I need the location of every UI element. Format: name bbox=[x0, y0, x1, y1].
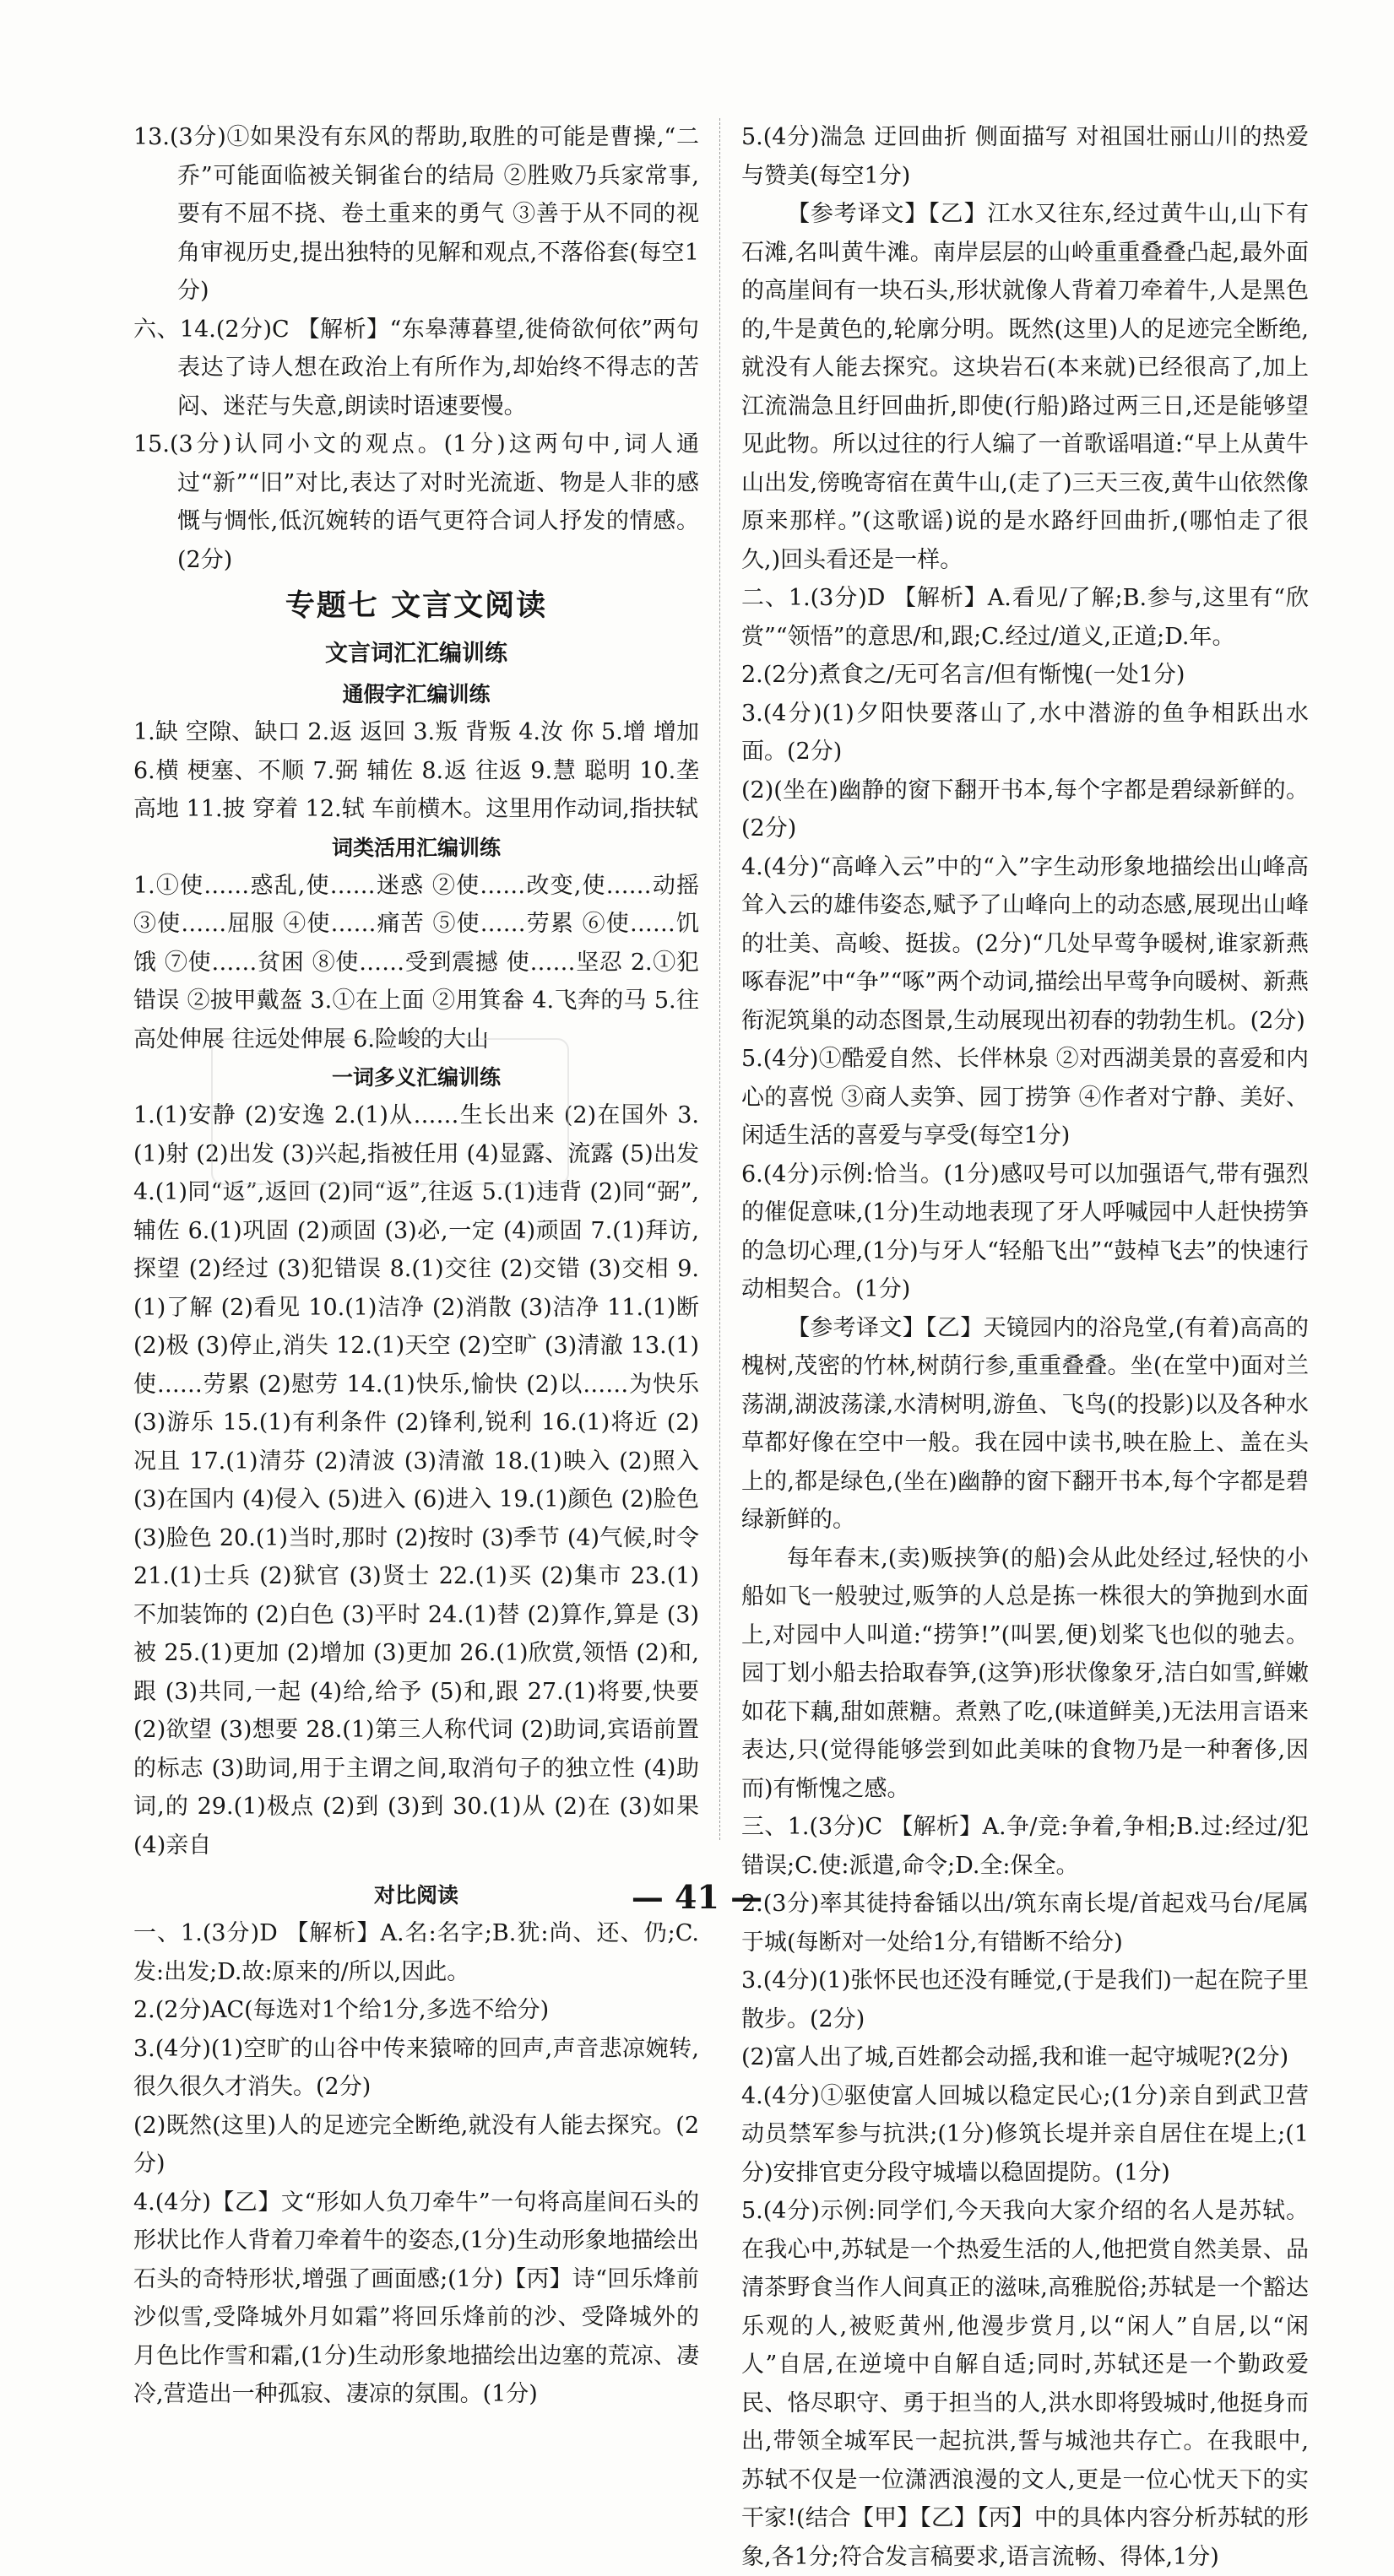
answer-3-4: 4.(4分)①驱使富人回城以稳定民心;(1分)亲自到武卫营动员禁军参与抗洪;(1分)修筑长堤并亲自居住在堤上;(1分)安排官吏分段守城墙以稳固提防。(1分) bbox=[741, 2082, 1309, 2186]
duibi-1-3b: (2)既然(这里)人的足迹完全断绝,就没有人能去探究。(2分) bbox=[133, 2112, 699, 2177]
right-column bbox=[741, 118, 1309, 2576]
answer-2-6: 6.(4分)示例:恰当。(1分)感叹号可以加强语气,带有强烈的催促意味,(1分)生动地表现了牙人呼喊园中人赶快捞笋的急切心理,(1分)与牙人“轻船飞出”“鼓棹飞去”的快速行动相契合。(1分) bbox=[741, 1161, 1309, 1302]
yici-title: 一词多义汇编训练 bbox=[331, 1065, 501, 1090]
tongjia-answers: 1.缺 空隙、缺口 2.返 返回 3.叛 背叛 4.汝 你 5.增 增加 6.横 梗塞、不顺 7.弼 辅佐 8.返 往返 9.慧 聪明 10.垄 高地 11.披 穿着 12.轼 车前横木。这里用作动词,指扶轼 bbox=[133, 719, 699, 822]
topic-title: 专题七 文言文阅读 bbox=[285, 589, 548, 623]
answer-2-5: 5.(4分)①酷爱自然、长伴林泉 ②对西湖美景的喜爱和内心的喜悦 ③商人卖笋、园丁捞笋 ④作者对宁静、美好、闲适生活的喜爱与享受(每空1分) bbox=[741, 1046, 1309, 1149]
translation-2b: 每年春末,(卖)贩挟笋(的船)会从此处经过,轻快的小船如飞一般驶过,贩笋的人总是拣一株很大的笋抛到水面上,对园中人叫道:“捞笋!”(叫罢,便)划桨飞也似的驰去。园丁划小船去拾取春笋,(这笋)形状像象牙,洁白如雪,鲜嫩如花下藕,甜如蔗糖。煮熟了吃,(味道鲜美,)无法用言语来表达,只(觉得能够尝到如此美味的食物乃是一种奢侈,因而)有惭愧之感。 bbox=[741, 1545, 1309, 1802]
answer-2-3a: 3.(4分)(1)夕阳快要落山了,水中潜游的鱼争相跃出水面。(2分) bbox=[741, 700, 1309, 765]
answer-3-1: 三、1.(3分)C 【解析】A.争/竞:争着,争相;B.过:经过/犯错误;C.使:派遣,命令;D.全:保全。 bbox=[741, 1814, 1309, 1879]
duibi-1-5: 5.(4分)湍急 迂回曲折 侧面描写 对祖国壮丽山川的热爱与赞美(每空1分) bbox=[741, 124, 1309, 189]
translation-1: 【参考译文】【乙】江水又往东,经过黄牛山,山下有石滩,名叫黄牛滩。南岸层层的山岭重重叠叠凸起,最外面的高崖间有一块石头,形状就像人背着刀牵着牛,人是黑色的,牛是黄色的,轮廓分明。既然(这里)人的足迹完全断绝,就没有人能去探究。这块岩石(本来就)已经很高了,加上江流湍急且纡回曲折,即使(行船)路过两三日,还是能够望见此物。所以过往的行人编了一首歌谣唱道:“早上从黄牛山出发,傍晚寄宿在黄牛山,(走了)三天三夜,黄牛山依然像原来那样。”(这歌谣)说的是水路纡回曲折,(哪怕走了很久,)回头看还是一样。 bbox=[741, 201, 1309, 573]
answer-2-4: 4.(4分)“高峰入云”中的“入”字生动形象地描绘出山峰高耸入云的雄伟姿态,赋予了山峰向上的动态感,展现出山峰的壮美、高峻、挺拔。(2分)“几处早莺争暖树,谁家新燕啄春泥”中“争”“啄”两个动词,描绘出早莺争向暖树、新燕衔泥筑巢的动态图景,生动展现出初春的勃勃生机。(2分) bbox=[741, 853, 1309, 1034]
vocab-section-title: 文言词汇汇编训练 bbox=[325, 641, 507, 667]
left-column bbox=[133, 118, 699, 2414]
duibi-1-1: 一、1.(3分)D 【解析】A.名:名字;B.犹:尚、还、仍;C.发:出发;D.故:原来的/所以,因此。 bbox=[133, 1920, 699, 1985]
translation-2a: 【参考译文】【乙】天镜园内的浴凫堂,(有着)高高的槐树,茂密的竹林,树荫行参,重重叠叠。坐(在堂中)面对兰荡湖,湖波荡漾,水清树明,游鱼、飞鸟(的投影)以及各种水草都好像在空中一般。我在园中读书,映在脸上、盖在头上的,都是绿色,(坐在)幽静的窗下翻开书本,每个字都是碧绿新鲜的。 bbox=[741, 1314, 1309, 1533]
answer-6-14: 六、14.(2分)C 【解析】“东皋薄暮望,徙倚欲何依”两句表达了诗人想在政治上有所作为,却始终不得志的苦闷、迷茫与失意,朗读时语速要慢。 bbox=[133, 316, 699, 419]
answer-3-3a: 3.(4分)(1)张怀民也还没有睡觉,(于是我们)一起在院子里散步。(2分) bbox=[741, 1967, 1309, 2032]
duibi-1-2: 2.(2分)AC(每选对1个给1分,多选不给分) bbox=[133, 1997, 550, 2023]
duibi-1-4: 4.(4分)【乙】文“形如人负刀牵牛”一句将高崖间石头的形状比作人背着刀牵着牛的姿态,(1分)生动形象地描绘出石头的奇特形状,增强了画面感;(1分)【丙】诗“回乐烽前沙似雪,受降城外月如霜”将回乐烽前的沙、受降城外的月色比作雪和霜,(1分)生动形象地描绘出边塞的荒凉、凄冷,营造出一种孤寂、凄凉的氛围。(1分) bbox=[133, 2189, 699, 2407]
answer-13: 13.(3分)①如果没有东风的帮助,取胜的可能是曹操,“二乔”可能面临被关铜雀台的结局 ②胜败乃兵家常事,要有不屈不挠、卷土重来的勇气 ③善于从不同的视角审视历史,提出独特的见解和观点,不落俗套(每空1分) bbox=[133, 124, 699, 304]
answer-2-3b: (2)(坐在)幽静的窗下翻开书本,每个字都是碧绿新鲜的。(2分) bbox=[741, 777, 1309, 842]
column-divider bbox=[719, 118, 720, 1840]
answer-3-5: 5.(4分)示例:同学们,今天我向大家介绍的名人是苏轼。在我心中,苏轼是一个热爱生活的人,他把赏自然美景、品清茶野食当作人间真正的滋味,高雅脱俗;苏轼是一个豁达乐观的人,被贬黄州,他漫步赏月,以“闲人”自居,以“闲人”自居,在逆境中自解自适;同时,苏轼还是一个勤政爱民、恪尽职守、勇于担当的人,洪水即将毁城时,他挺身而出,带领全城军民一起抗洪,誓与城池共存亡。在我眼中,苏轼不仅是一位潇洒浪漫的文人,更是一位心忧天下的实干家!(结合【甲】【乙】【丙】中的具体内容分析苏轼的形象,各1分;符合发言稿要求,语言流畅、得体,1分) bbox=[741, 2198, 1309, 2570]
duibi-title: 对比阅读 bbox=[373, 1883, 458, 1908]
cilei-answers: 1.①使……惑乱,使……迷惑 ②使……改变,使……动摇 ③使……屈服 ④使……痛苦 ⑤使……劳累 ⑥使……饥饿 ⑦使……贫困 ⑧使……受到震撼 使……坚忍 2.①犯错误 ②披甲戴盔 3.①在上面 ②用箕畚 4.飞奔的马 5.往高处伸展 往远处伸展 6.险峻的大山 bbox=[133, 872, 699, 1053]
answer-3-3b: (2)富人出了城,百姓都会动摇,我和谁一起守城呢?(2分) bbox=[741, 2044, 1289, 2070]
answer-2-1: 二、1.(3分)D 【解析】A.看见/了解;B.参与,这里有“欣赏”“领悟”的意思/和,跟;C.经过/道义,正道;D.年。 bbox=[741, 585, 1309, 650]
answer-2-2: 2.(2分)煮食之/无可名言/但有惭愧(一处1分) bbox=[741, 662, 1185, 688]
page-number: — 41 — bbox=[631, 1878, 763, 1916]
duibi-1-3a: 3.(4分)(1)空旷的山谷中传来猿啼的回声,声音悲凉婉转,很久很久才消失。(2分) bbox=[133, 2035, 699, 2100]
answer-3-2: 2.(3分)率其徒持畚锸以出/筑东南长堤/首起戏马台/尾属于城(每断对一处给1分,有错断不给分) bbox=[741, 1891, 1309, 1956]
answer-15: 15.(3分)认同小文的观点。(1分)这两句中,词人通过“新”“旧”对比,表达了对时光流逝、物是人非的感慨与惆怅,低沉婉转的语气更符合词人抒发的情感。(2分) bbox=[133, 431, 699, 573]
cilei-title: 词类活用汇编训练 bbox=[331, 835, 501, 860]
tongjia-title: 通假字汇编训练 bbox=[342, 682, 491, 706]
yici-answers: 1.(1)安静 (2)安逸 2.(1)从……生长出来 (2)在国外 3.(1)射 (2)出发 (3)兴起,指被任用 (4)显露、流露 (5)出发 4.(1)同“返”,返回 (2)同“返”,往返 5.(1)违背 (2)同“弼”,辅佐 6.(1)巩固 (2)顽固 (3)必,一定 (4)顽固 7.(1)拜访,探望 (2)经过 (3)犯错误 8.(1)交往 (2)交错 (3)交相 9.(1)了解 (2)看见 10.(1)洁净 (2)消散 (3)洁净 11.(1)断 (2)极 (3)停止,消失 12.(1)天空 (2)空旷 (3)清澈 13.(1)使……劳累 (2)慰劳 14.(1)快乐,愉快 (2)以……为快乐 (3)游乐 15.(1)有利条件 (2)锋利,锐利 16.(1)将近 (2)况且 17.(1)清芬 (2)清波 (3)清澈 18.(1)映入 (2)照入 (3)在国内 (4)侵入 (5)进入 (6)进入 19.(1)颜色 (2)脸色 (3)脸色 20.(1)当时,那时 (2)按时 (3)季节 (4)气候,时令 21.(1)士兵 (2)狱官 (3)贤士 22.(1)买 (2)集市 23.(1)不加装饰的 (2)白色 (3)平时 24.(1)替 (2)算作,算是 (3)被 25.(1)更加 (2)增加 (3)更加 26.(1)欣赏,领悟 (2)和,跟 (3)共同,一起 (4)给,给予 (5)和,跟 27.(1)将要,快要 (2)欲望 (3)想要 28.(1)第三人称代词 (2)助词,宾语前置的标志 (3)助词,用于主谓之间,取消句子的独立性 (4)助词,的 29.(1)极点 (2)到 (3)到 30.(1)从 (2)在 (3)如果 (4)亲自 bbox=[133, 1102, 699, 1859]
watermark-stamp bbox=[211, 1038, 569, 1185]
